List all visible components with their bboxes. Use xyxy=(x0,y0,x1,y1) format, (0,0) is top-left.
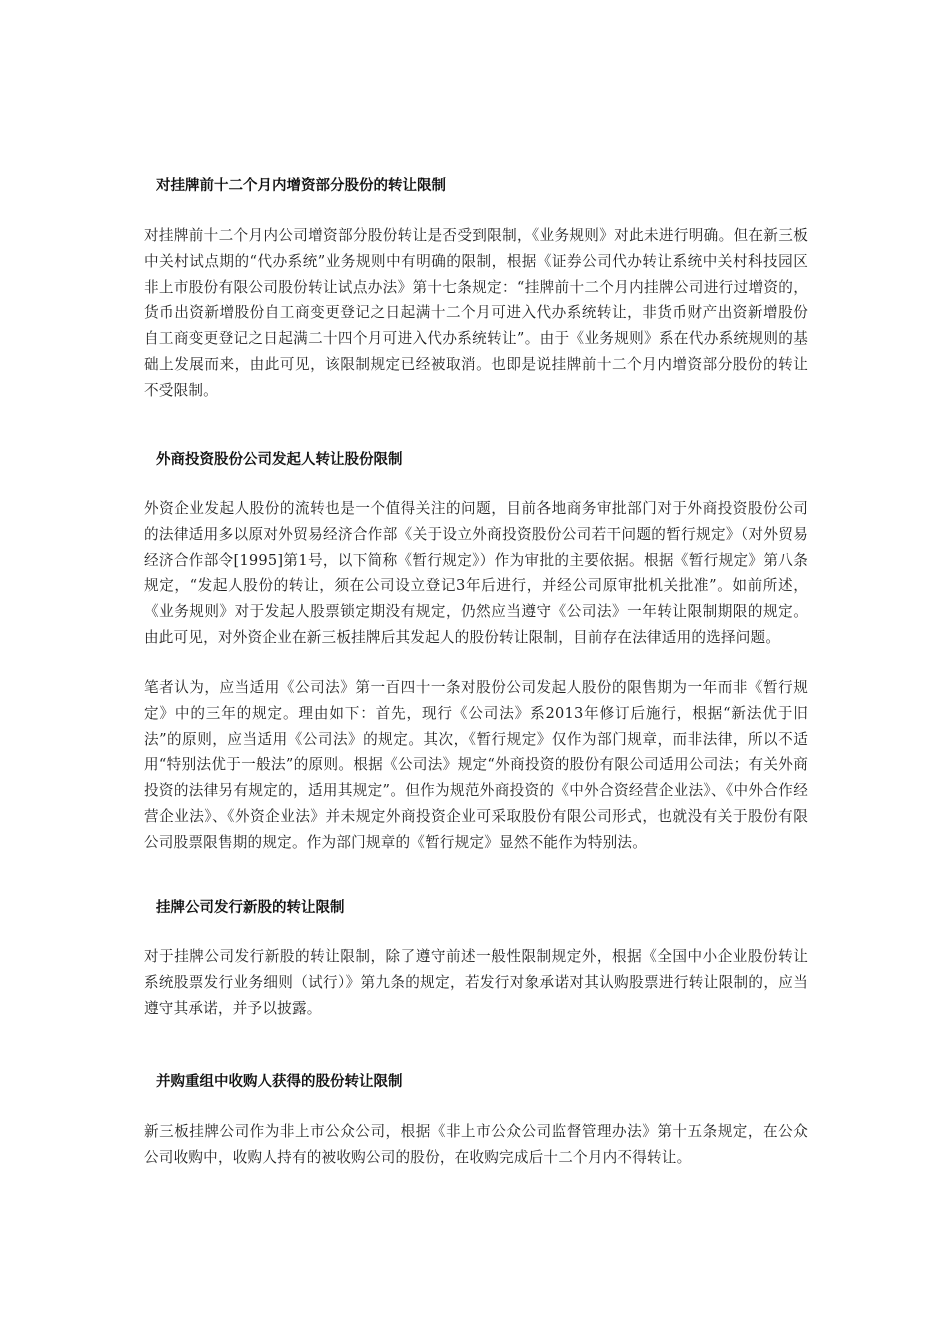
section-4-paragraph-1: 新三板挂牌公司作为非上市公众公司，根据《非上市公众公司监督管理办法》第十五条规定，在公众公司收购中，收购人持有的被收购公司的股份，在收购完成后十二个月内不得转让。 xyxy=(144,1123,808,1166)
section-heading-3: 挂牌公司发行新股的转让限制 xyxy=(156,900,345,916)
section-heading-2: 外商投资股份公司发起人转让股份限制 xyxy=(156,452,403,468)
section-heading-4: 并购重组中收购人获得的股份转让限制 xyxy=(156,1074,403,1090)
section-3-paragraph-1: 对于挂牌公司发行新股的转让限制，除了遵守前述一般性限制规定外，根据《全国中小企业股份转让系统股票发行业务细则（试行）》第九条的规定，若发行对象承诺对其认购股票进行转让限制的，应当遵守其承诺，并予以披露。 xyxy=(144,948,808,1017)
section-1-paragraph-1: 对挂牌前十二个月内公司增资部分股份转让是否受到限制，《业务规则》对此未进行明确。但在新三板中关村试点期的“代办系统”业务规则中有明确的限制，根据《证券公司代办转让系统中关村科技园区非上市股份有限公司股份转让试点办法》第十七条规定：“挂牌前十二个月内挂牌公司进行过增资的，货币出资新增股份自工商变更登记之日起满十二个月可进入代办系统转让，非货币财产出资新增股份自工商变更登记之日起满二十四个月可进入代办系统转让”。由于《业务规则》系在代办系统规则的基础上发展而来，由此可见，该限制规定已经被取消。也即是说挂牌前十二个月内增资部分股份的转让不受限制。 xyxy=(144,227,808,399)
section-heading-1: 对挂牌前十二个月内增资部分股份的转让限制 xyxy=(156,178,446,194)
section-2-paragraph-1: 外资企业发起人股份的流转也是一个值得关注的问题，目前各地商务审批部门对于外商投资股份公司的法律适用多以原对外贸易经济合作部《关于设立外商投资股份公司若干问题的暂行规定》（对外贸易经济合作部令[1995]第1号，以下简称《暂行规定》）作为审批的主要依据。根据《暂行规定》第八条规定，“发起人股份的转让，须在公司设立登记3年后进行，并经公司原审批机关批准”。如前所述，《业务规则》对于发起人股票锁定期没有规定，仍然应当遵守《公司法》一年转让限制期限的规定。由此可见，对外资企业在新三板挂牌后其发起人的股份转让限制，目前存在法律适用的选择问题。 xyxy=(144,500,808,646)
section-2-paragraph-2: 笔者认为，应当适用《公司法》第一百四十一条对股份公司发起人股份的限售期为一年而非《暂行规定》中的三年的规定。理由如下：首先，现行《公司法》系2013年修订后施行，根据“新法优于旧法”的原则，应当适用《公司法》的规定。其次，《暂行规定》仅作为部门规章，而非法律，所以不适用“特别法优于一般法”的原则。根据《公司法》规定“外商投资的股份有限公司适用公司法；有关外商投资的法律另有规定的，适用其规定”。但作为规范外商投资的《中外合资经营企业法》、《中外合作经营企业法》、《外资企业法》并未规定外商投资企业可采取股份有限公司形式，也就没有关于股份有限公司股票限售期的规定。作为部门规章的《暂行规定》显然不能作为特别法。 xyxy=(144,679,808,851)
